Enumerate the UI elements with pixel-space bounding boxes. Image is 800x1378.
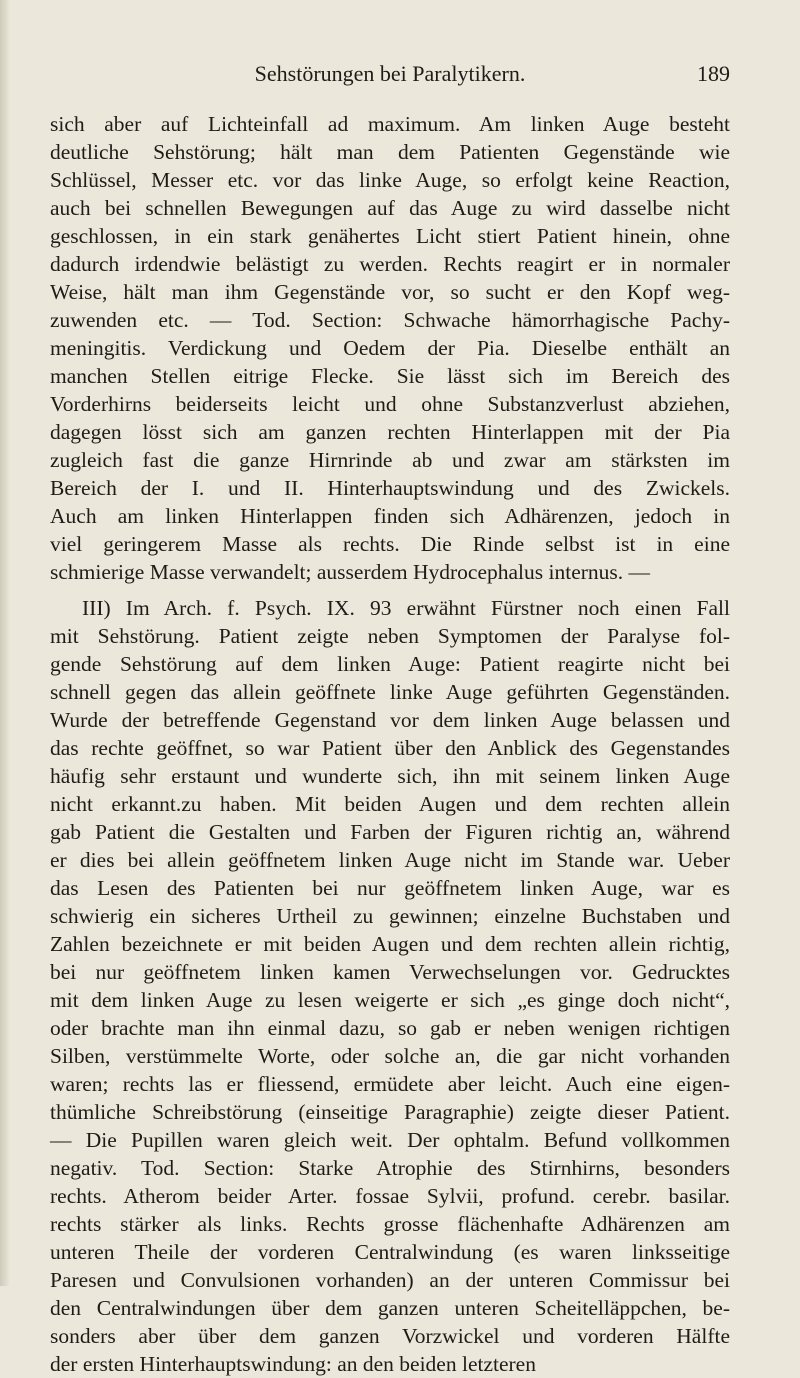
page-header [50,60,730,94]
text-line: er dies bei allein geöffnetem linken Auge nicht im Stande war. Ueber [50,848,730,872]
text-line: zugleich fast die ganze Hirnrinde ab und zwar am stärksten im [50,448,730,472]
running-title: Sehstörungen bei Paralytikern. [254,61,526,86]
paragraph [50,594,730,1378]
body-text [50,110,730,1378]
text-line: der ersten Hinterhauptswindung: an den beiden letzteren [50,1352,536,1376]
text-line: das rechte geöffnet, so war Patient über den Anblick des Gegenstandes [50,736,730,760]
text-line: deutliche Sehstörung; hält man dem Patienten Gegenstände wie [50,140,730,164]
page-gutter-shadow [0,0,10,1286]
text-line: häufig sehr erstaunt und wunderte sich, ihn mit seinem linken Auge [50,764,730,788]
text-line: Bereich der I. und II. Hinterhauptswindung und des Zwickels. [50,476,730,500]
text-line: viel geringerem Masse als rechts. Die Rinde selbst ist in eine [50,532,730,556]
text-line: Wurde der betreffende Gegenstand vor dem linken Auge belassen und [50,708,730,732]
text-line: mit dem linken Auge zu lesen weigerte er sich „es ginge doch nicht“, [50,988,730,1012]
text-line: gab Patient die Gestalten und Farben der Figuren richtig an, während [50,820,730,844]
text-line: schnell gegen das allein geöffnete linke Auge geführten Gegenständen. [50,680,730,704]
text-line: Auch am linken Hinterlappen finden sich Adhärenzen, jedoch in [50,504,730,528]
text-line: rechts. Atherom beider Arter. fossae Sylvii, profund. cerebr. basilar. [50,1184,730,1208]
text-line: Weise, hält man ihm Gegenstände vor, so sucht er den Kopf weg- [50,280,730,304]
text-line: sich aber auf Lichteinfall ad maximum. Am linken Auge besteht [50,112,730,136]
text-line: geschlossen, in ein stark genähertes Licht stiert Patient hinein, ohne [50,224,730,248]
page-number: 189 [697,61,730,86]
text-line: auch bei schnellen Bewegungen auf das Auge zu wird dasselbe nicht [50,196,730,220]
text-line: mit Sehstörung. Patient zeigte neben Symptomen der Paralyse fol- [50,624,730,648]
text-line: das Lesen des Patienten bei nur geöffnetem linken Auge, war es [50,876,730,900]
text-line: Paresen und Convulsionen vorhanden) an der unteren Commissur bei [50,1268,730,1292]
text-line: zuwenden etc. — Tod. Section: Schwache hämorrhagische Pachy- [50,308,730,332]
text-line: — Die Pupillen waren gleich weit. Der ophtalm. Befund vollkommen [50,1128,730,1152]
text-line: dadurch irdendwie belästigt zu werden. Rechts reagirt er in normaler [50,252,730,276]
text-line: manchen Stellen eitrige Flecke. Sie lässt sich im Bereich des [50,364,730,388]
text-line: den Centralwindungen über dem ganzen unteren Scheitelläppchen, be- [50,1296,730,1320]
text-line: thümliche Schreibstörung (einseitige Paragraphie) zeigte dieser Patient. [50,1100,730,1124]
paragraph [50,110,730,586]
text-line: III) Im Arch. f. Psych. IX. 93 erwähnt Fürstner noch einen Fall [82,596,730,620]
text-line: bei nur geöffnetem linken kamen Verwechselungen vor. Gedrucktes [50,960,730,984]
text-line: Schlüssel, Messer etc. vor das linke Auge, so erfolgt keine Reaction, [50,168,730,192]
paragraph-gap [50,586,730,594]
text-line: gende Sehstörung auf dem linken Auge: Patient reagirte nicht bei [50,652,730,676]
text-line: Vorderhirns beiderseits leicht und ohne Substanzverlust abziehen, [50,392,730,416]
text-line: negativ. Tod. Section: Starke Atrophie des Stirnhirns, besonders [50,1156,730,1180]
text-line: sonders aber über dem ganzen Vorzwickel und vorderen Hälfte [50,1324,730,1348]
text-line: unteren Theile der vorderen Centralwindung (es waren linksseitige [50,1240,730,1264]
text-line: waren; rechts las er fliessend, ermüdete aber leicht. Auch eine eigen- [50,1072,730,1096]
text-line: schwierig ein sicheres Urtheil zu gewinnen; einzelne Buchstaben und [50,904,730,928]
text-line: meningitis. Verdickung und Oedem der Pia. Dieselbe enthält an [50,336,730,360]
text-line: Silben, verstümmelte Worte, oder solche an, die gar nicht vorhanden [50,1044,730,1068]
text-line: oder brachte man ihn einmal dazu, so gab er neben wenigen richtigen [50,1016,730,1040]
text-line: rechts stärker als links. Rechts grosse flächenhafte Adhärenzen am [50,1212,730,1236]
text-line: nicht erkannt.zu haben. Mit beiden Augen und dem rechten allein [50,792,730,816]
text-line: dagegen lösst sich am ganzen rechten Hinterlappen mit der Pia [50,420,730,444]
text-line: schmierige Masse verwandelt; ausserdem Hydrocephalus internus. — [50,560,651,584]
text-line: Zahlen bezeichnete er mit beiden Augen und dem rechten allein richtig, [50,932,730,956]
